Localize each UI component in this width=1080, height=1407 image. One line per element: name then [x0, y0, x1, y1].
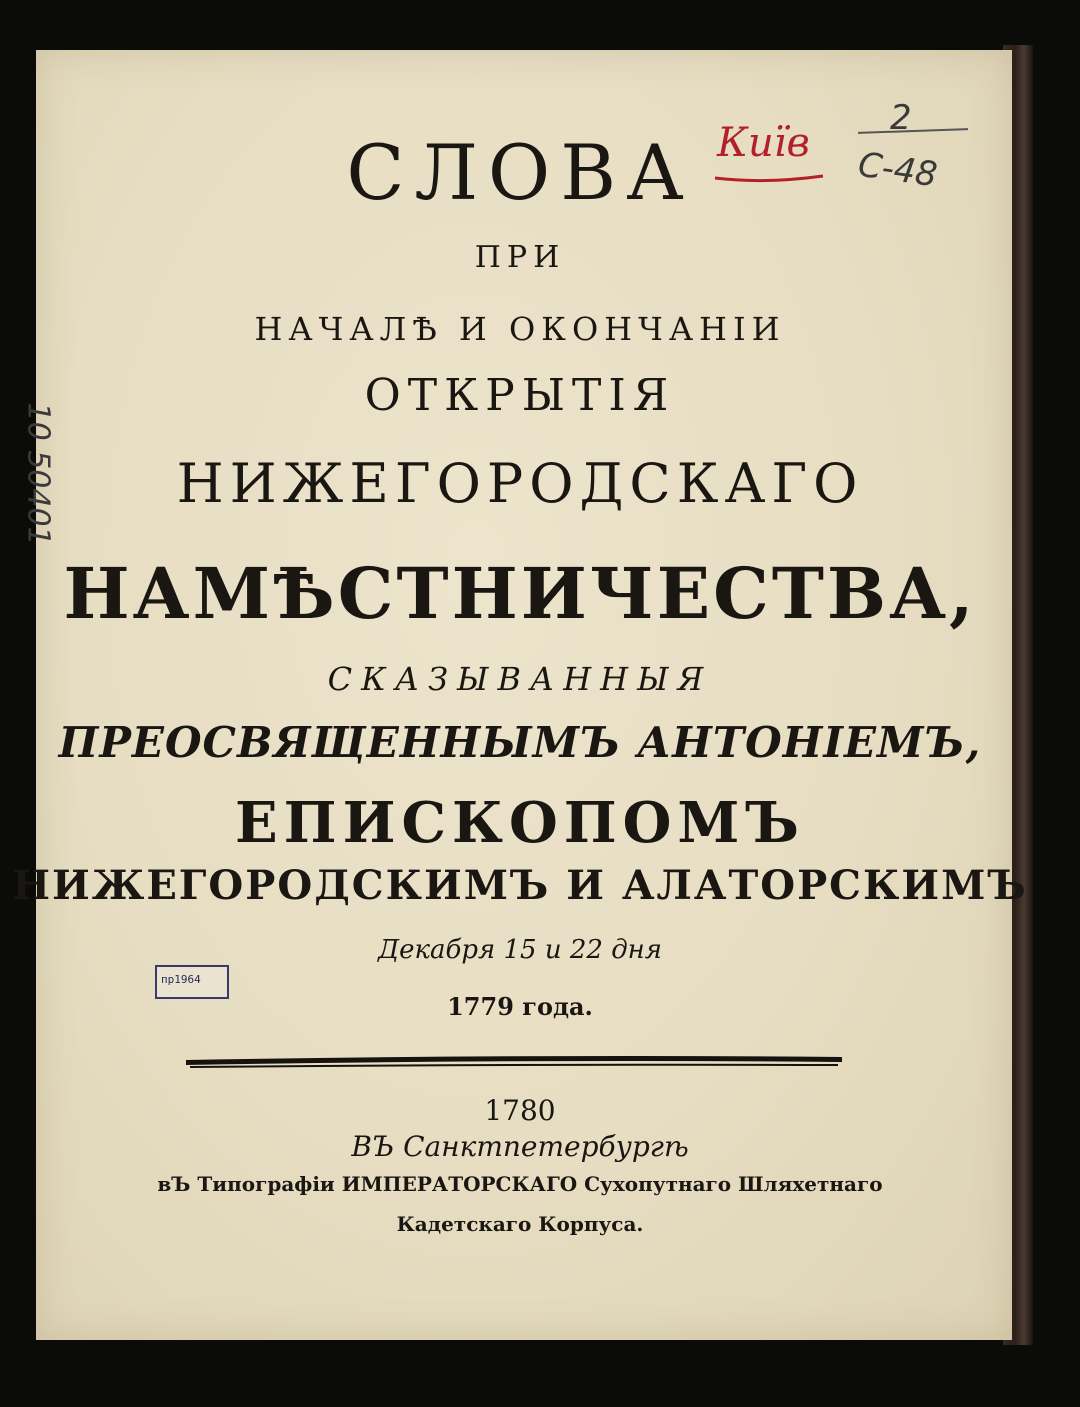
author-nizhegorodskim: НИЖЕГОРОДСКИМЪ И АЛАТОРСКИМЪ [12, 862, 1028, 909]
red-stamp-text: Київ [717, 120, 810, 166]
title-nachale: НАЧАЛѢ И ОКОНЧАНІИ [254, 310, 786, 348]
red-library-stamp [705, 110, 830, 190]
small-stamp-text: пр1964 [161, 973, 201, 986]
imprint-corps: Кадетскаго Корпуса. [396, 1212, 644, 1236]
title-otkrytiya: ОТКРЫТІЯ [364, 370, 676, 421]
author-preosvyashchennym: ПРЕОСВЯЩЕННЫМЪ АНТОНІЕМЪ, [58, 718, 982, 767]
date-year: 1779 года. [447, 992, 593, 1021]
red-stamp-underline-icon [705, 110, 830, 190]
author-skazyvannyya: СКАЗЫВАННЫЯ [327, 660, 713, 698]
small-inventory-stamp [155, 965, 229, 999]
title-namestnichestva: НАМѢСТНИЧЕСТВА, [63, 552, 977, 635]
imprint-year: 1780 [484, 1094, 556, 1127]
imprint-city: ВЪ Санктпетербургѣ [351, 1130, 689, 1163]
date-dekabrya: Декабря 15 и 22 дня [377, 935, 663, 965]
handwritten-inventory-number: 10 50401 [20, 402, 56, 546]
title-pri: ПРИ [474, 240, 566, 275]
imprint-typography: вЪ Типографіи ИМПЕРАТОРСКАГО Сухопутнаго Шляхетнаго [157, 1172, 883, 1196]
handwritten-shelf-mark: С-48 [855, 144, 940, 196]
author-episkopom: ЕПИСКОПОМЪ [235, 790, 805, 856]
title-slova: СЛОВА [346, 128, 694, 217]
title-nizhegorodskago: НИЖЕГОРОДСКАГО [176, 452, 864, 515]
handwritten-number: 2 [890, 98, 912, 138]
decorative-rule [186, 1054, 842, 1070]
